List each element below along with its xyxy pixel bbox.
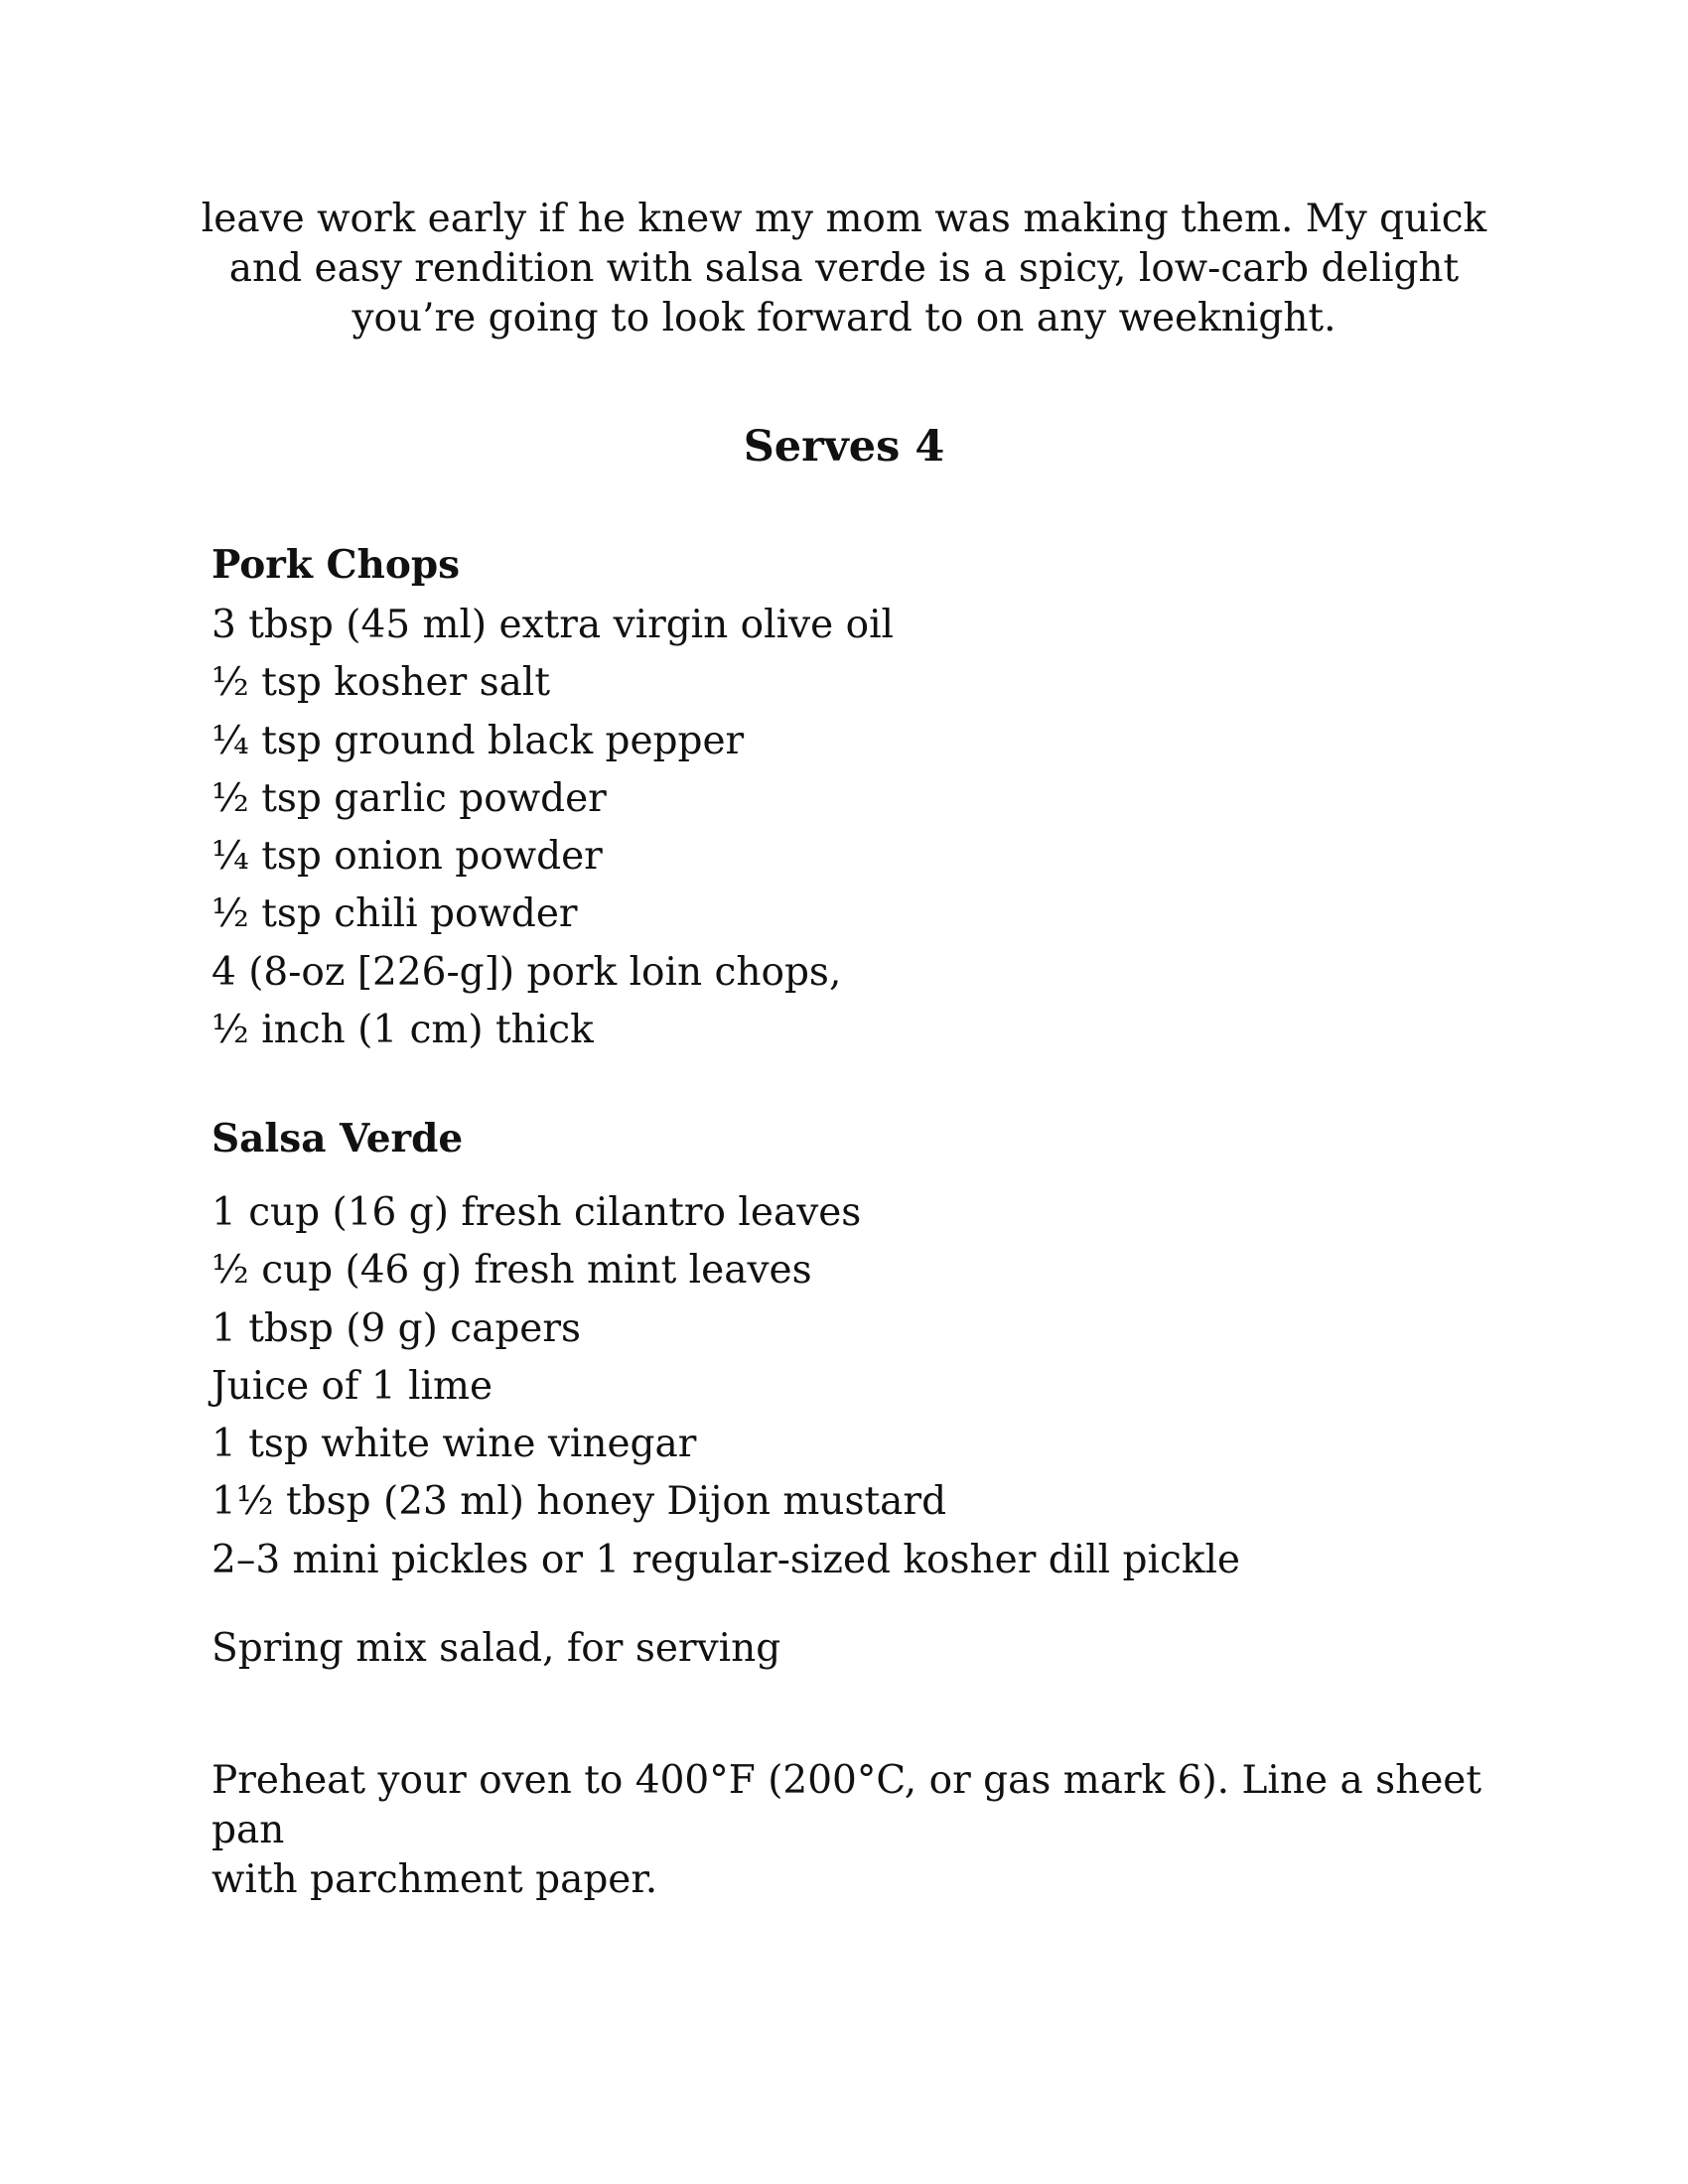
ingredient-item: 2–3 mini pickles or 1 regular-sized kosher dill pickle (211, 1537, 1241, 1582)
ingredient-item: 1 cup (16 g) fresh cilantro leaves (211, 1190, 862, 1235)
ingredient-item: Juice of 1 lime (211, 1363, 493, 1409)
serving-note: Spring mix salad, for serving (211, 1626, 781, 1671)
ingredient-item: ½ tsp garlic powder (211, 775, 607, 821)
salsa-verde-heading: Salsa Verde (211, 1116, 464, 1161)
ingredient-item: ½ tsp chili powder (211, 891, 578, 937)
serves-heading: Serves 4 (743, 422, 945, 472)
ingredient-item: ½ tsp kosher salt (211, 660, 551, 706)
intro-line: leave work early if he knew my mom was making them. My quick (201, 197, 1487, 241)
ingredient-item: 1½ tbsp (23 ml) honey Dijon mustard (211, 1479, 947, 1525)
pork-chops-heading: Pork Chops (211, 542, 461, 588)
ingredient-item: 4 (8-oz [226-g]) pork loin chops, (211, 949, 842, 995)
instruction-line: with parchment paper. (211, 1857, 658, 1902)
ingredient-item: ½ inch (1 cm) thick (211, 1008, 594, 1053)
ingredient-item: ½ cup (46 g) fresh mint leaves (211, 1248, 812, 1294)
intro-paragraph (199, 195, 1489, 343)
ingredient-item: 1 tsp white wine vinegar (211, 1422, 697, 1467)
pork-chops-ingredient-list (211, 597, 894, 1059)
ingredient-item: 3 tbsp (45 ml) extra virgin olive oil (211, 603, 895, 647)
intro-line: you’re going to look forward to on any weeknight. (352, 296, 1336, 341)
instruction-line: Preheat your oven to 400°F (200°C, or gas mark 6). Line a sheet pan (211, 1758, 1482, 1852)
instruction-step (211, 1756, 1502, 1905)
ingredient-item: ¼ tsp onion powder (211, 834, 603, 880)
ingredient-item: ¼ tsp ground black pepper (211, 718, 745, 763)
intro-line: and easy rendition with salsa verde is a spicy, low-carb delight (228, 246, 1460, 291)
ingredient-item: 1 tbsp (9 g) capers (211, 1305, 582, 1351)
salsa-verde-ingredient-list (211, 1184, 1240, 1589)
